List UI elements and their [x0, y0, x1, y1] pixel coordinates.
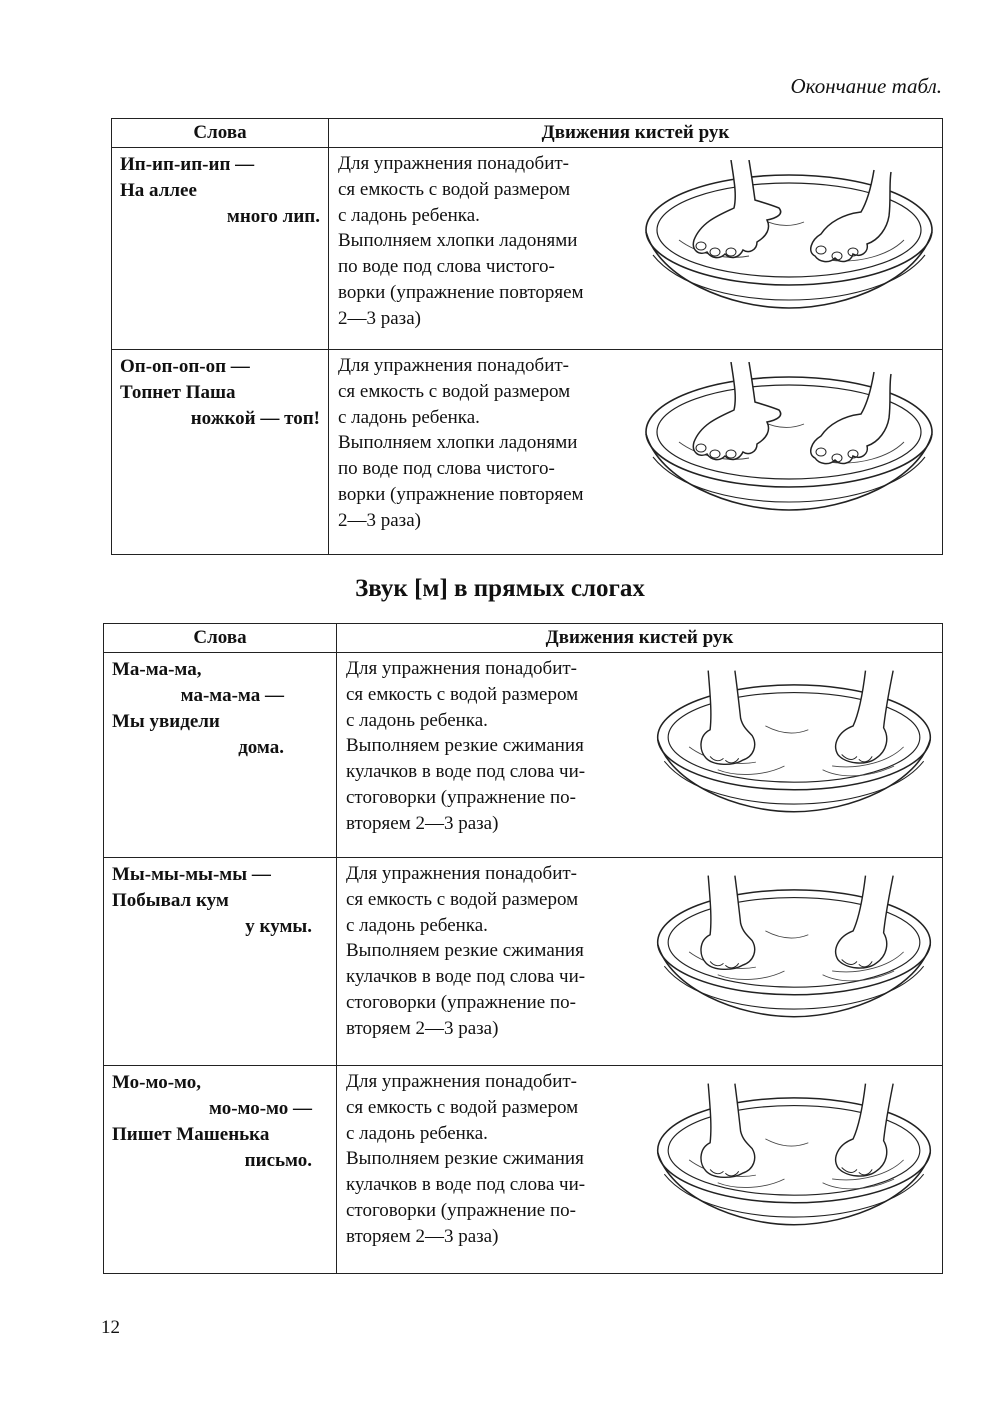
- fists-in-water-icon: [651, 872, 937, 1027]
- description-line: с ладонь ребенка.: [338, 406, 480, 428]
- description-line: с ладонь ребенка.: [346, 1122, 488, 1144]
- words-line: Ип-ип-ип-ип —: [120, 154, 255, 175]
- description-line: с ладонь ребенка.: [346, 709, 488, 731]
- description: [338, 353, 634, 534]
- table-row: [112, 148, 943, 350]
- description-line: вторяем 2—3 раза): [346, 812, 499, 834]
- words-cell: [112, 148, 329, 350]
- words-line: Мы-мы-мы-мы —: [112, 864, 271, 885]
- description-line: ся емкость с водой размером: [338, 178, 571, 200]
- movements-cell: [329, 148, 943, 350]
- description-line: Для упражнения понадобит-: [338, 153, 569, 174]
- words-line: Ма-ма-ма,: [112, 659, 202, 680]
- words-line: ножкой — топ!: [190, 408, 320, 429]
- words-cell: [104, 653, 337, 858]
- description-line: Выполняем хлопки ладонями: [338, 230, 578, 252]
- description-line: с ладонь ребенка.: [346, 914, 488, 936]
- words-line: письмо.: [244, 1150, 312, 1171]
- description: [338, 151, 634, 332]
- words-line: мо-мо-мо —: [209, 1098, 312, 1119]
- description: [346, 1069, 642, 1250]
- table-row: [104, 1066, 943, 1274]
- header-words: Слова: [104, 624, 337, 653]
- header-words: Слова: [112, 119, 329, 148]
- table-header: [104, 624, 943, 653]
- words-line: ма-ма-ма —: [180, 685, 284, 706]
- movements-cell: [337, 1066, 943, 1274]
- hands-clapping-water-icon: [639, 362, 939, 517]
- description-line: Выполняем хлопки ладонями: [338, 432, 578, 454]
- description-line: 2—3 раза): [338, 307, 421, 329]
- description-line: кулачков в воде под слова чи-: [346, 966, 586, 988]
- page-number: 12: [101, 1317, 120, 1338]
- description-line: вторяем 2—3 раза): [346, 1017, 499, 1039]
- description-line: Выполняем резкие сжимания: [346, 940, 584, 962]
- table-header: [112, 119, 943, 148]
- words-line: Мо-мо-мо,: [112, 1072, 201, 1093]
- words-line: много лип.: [226, 206, 320, 227]
- description: [346, 861, 642, 1042]
- hands-clapping-water-icon: [639, 160, 939, 315]
- description-line: Выполняем резкие сжимания: [346, 1148, 584, 1170]
- words-line: Пишет Машенька: [112, 1124, 270, 1145]
- words-line: Мы увидели: [112, 711, 220, 732]
- words-cell: [112, 350, 329, 555]
- words-line: Побывал кум: [112, 890, 229, 911]
- description-line: ся емкость с водой размером: [338, 380, 571, 402]
- description-line: ся емкость с водой размером: [346, 683, 579, 705]
- words-line: Топнет Паша: [120, 382, 236, 403]
- description-line: Для упражнения понадобит-: [346, 1071, 577, 1092]
- description-line: по воде под слова чистого-: [338, 256, 555, 278]
- movements-cell: [337, 858, 943, 1066]
- description-line: с ладонь ребенка.: [338, 204, 480, 226]
- header-movements: Движения кистей рук: [329, 119, 943, 148]
- description-line: Для упражнения понадобит-: [346, 658, 577, 679]
- description-line: по воде под слова чистого-: [338, 458, 555, 480]
- description-line: ся емкость с водой размером: [346, 888, 579, 910]
- header-movements: Движения кистей рук: [337, 624, 943, 653]
- fists-in-water-icon: [651, 1080, 937, 1235]
- movements-cell: [337, 653, 943, 858]
- words-line: дома.: [238, 737, 284, 758]
- fists-in-water-icon: [651, 667, 937, 822]
- words-cell: [104, 858, 337, 1066]
- description-line: 2—3 раза): [338, 509, 421, 531]
- words-line: у кумы.: [245, 916, 312, 937]
- words-line: На аллее: [120, 180, 197, 201]
- description-line: Для упражнения понадобит-: [338, 355, 569, 376]
- exercise-table-1: [111, 118, 943, 555]
- description-line: вторяем 2—3 раза): [346, 1225, 499, 1247]
- table-row: [104, 858, 943, 1066]
- description-line: ворки (упражнение повторяем: [338, 281, 584, 303]
- table-row: [104, 653, 943, 858]
- description-line: Выполняем резкие сжимания: [346, 735, 584, 757]
- description-line: стоговорки (упражнение по-: [346, 991, 576, 1013]
- table-row: [112, 350, 943, 555]
- continuation-note: Окончание табл.: [790, 74, 942, 98]
- description-line: стоговорки (упражнение по-: [346, 1199, 576, 1221]
- movements-cell: [329, 350, 943, 555]
- description: [346, 656, 642, 837]
- description-line: стоговорки (упражнение по-: [346, 786, 576, 808]
- description-line: кулачков в воде под слова чи-: [346, 1174, 586, 1196]
- words-line: Оп-оп-оп-оп —: [120, 356, 250, 377]
- words-cell: [104, 1066, 337, 1274]
- exercise-table-2: [103, 623, 943, 1274]
- description-line: Для упражнения понадобит-: [346, 863, 577, 884]
- description-line: ся емкость с водой размером: [346, 1096, 579, 1118]
- description-line: кулачков в воде под слова чи-: [346, 761, 586, 783]
- description-line: ворки (упражнение повторяем: [338, 483, 584, 505]
- section-title: Звук [м] в прямых слогах: [355, 575, 645, 602]
